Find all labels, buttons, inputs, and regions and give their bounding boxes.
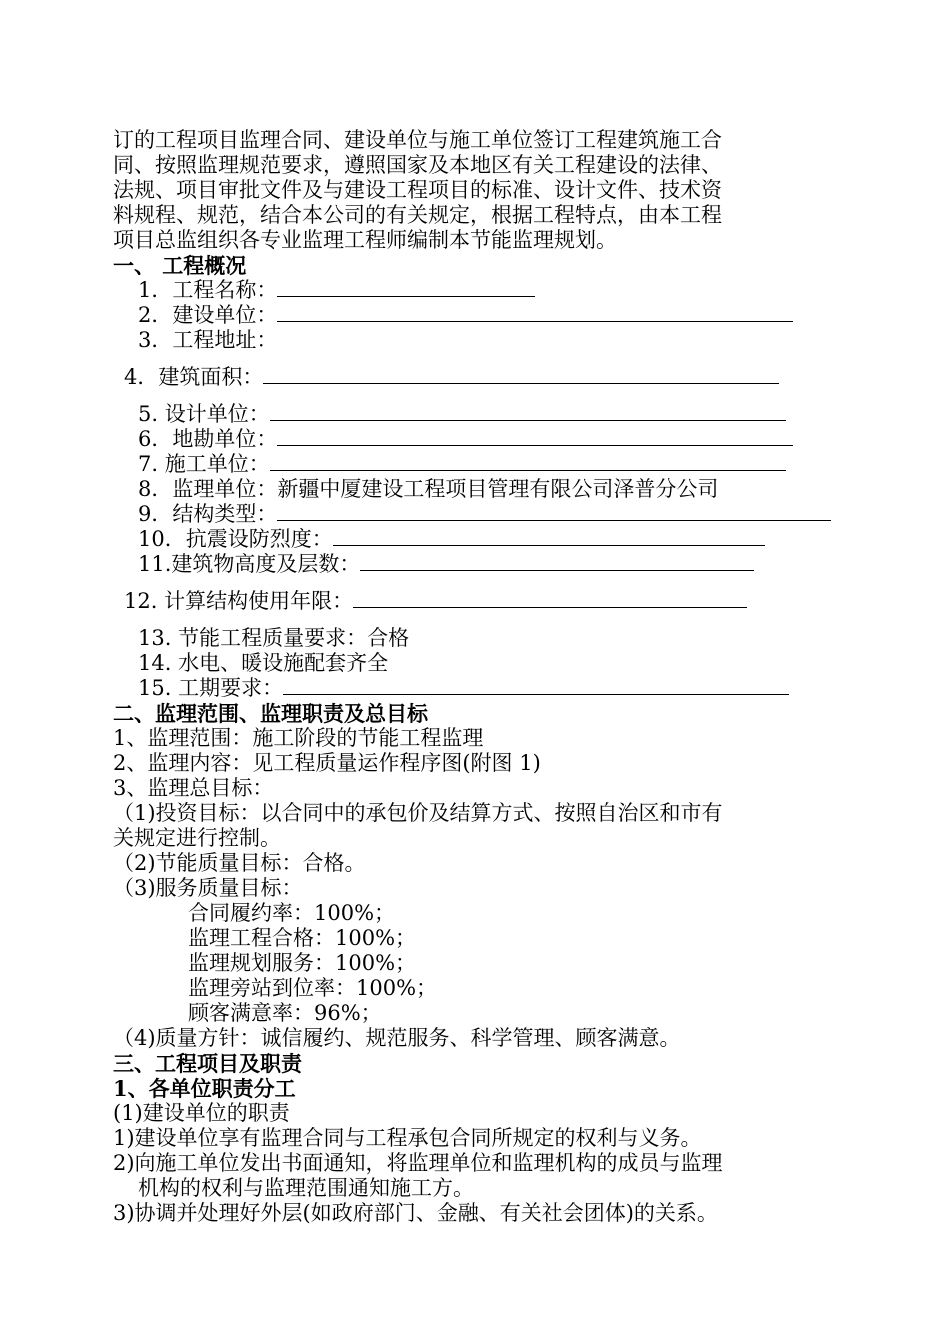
field-project-address [138,328,277,353]
list-item: 机构的权利与监理范围通知施工方。 [138,1176,474,1200]
list-item: 2)向施工单位发出书面通知，将监理单位和监理机构的成员与监理 [113,1151,723,1175]
list-item: 监理规划服务：100%； [188,951,417,975]
field-label: 13. 节能工程质量要求：合格 [138,626,410,650]
field-label: 6．地勘单位： [138,427,278,451]
blank-line [277,303,793,322]
field-label: 12. 计算结构使用年限： [124,589,354,613]
field-label: 15. 工期要求： [138,676,284,700]
list-item: 3、监理总目标： [113,776,274,800]
field-building-height [138,552,754,577]
field-label: 9．结构类型： [138,502,278,526]
field-label: 7. 施工单位： [138,452,270,476]
list-item: 1、监理范围：施工阶段的节能工程监理 [113,726,484,750]
intro-line: 法规、项目审批文件及与建设工程项目的标准、设计文件、技术资 [113,178,722,202]
field-label: 2．建设单位： [138,303,278,327]
blank-line [277,427,793,446]
field-survey-unit [138,427,793,452]
field-construction-unit [138,303,793,328]
blank-line [353,589,747,608]
blank-line [360,552,754,571]
field-schedule [138,676,789,701]
field-quality-requirement [138,626,409,651]
field-utilities [138,651,388,676]
list-item: （2)节能质量目标：合格。 [113,851,366,875]
list-item: 监理旁站到位率：100%； [188,976,438,1000]
field-building-area [124,365,779,390]
list-item: 监理工程合格：100%； [188,926,417,950]
field-label: 8．监理单位： [138,477,278,501]
list-item: （1)投资目标：以合同中的承包价及结算方式、按照自治区和市有 [113,801,723,825]
field-service-life [124,589,747,614]
field-label: 4．建筑面积： [124,365,264,389]
field-supervision-unit [138,477,718,502]
blank-line [283,676,789,695]
field-label: 1．工程名称： [138,278,278,302]
list-item: 3)协调并处理好外层(如政府部门、金融、有关社会团体)的关系。 [113,1201,718,1225]
field-project-name [138,278,535,303]
intro-line: 同、按照监理规范要求，遵照国家及本地区有关工程建设的法律、 [113,153,722,177]
intro-paragraph [113,128,843,253]
list-item: (1)建设单位的职责 [113,1101,290,1125]
list-item: 2、监理内容：见工程质量运作程序图(附图 1) [113,751,541,775]
field-label: 5. 设计单位： [138,402,270,426]
section-heading-responsibilities: 三、工程项目及职责 [113,1051,302,1076]
list-item: （3)服务质量目标： [113,876,303,900]
intro-line: 项目总监组织各专业监理工程师编制本节能监理规划。 [113,228,617,252]
field-value: 新疆中厦建设工程项目管理有限公司泽普分公司 [277,477,719,501]
field-seismic-intensity [138,527,765,552]
list-item: （4)质量方针：诚信履约、规范服务、科学管理、顾客满意。 [113,1026,681,1050]
blank-line [270,452,786,471]
field-contractor [138,452,786,477]
field-label: 10．抗震设防烈度： [138,527,333,551]
field-label: 3．工程地址： [138,328,278,352]
blank-line [263,365,779,384]
list-item: 顾客满意率：96%； [188,1001,382,1025]
blank-line [333,527,765,546]
intro-line: 订的工程项目监理合同、建设单位与施工单位签订工程建筑施工合 [113,128,722,152]
field-design-unit [138,402,786,427]
field-label: 11.建筑物高度及层数： [138,552,361,576]
subheading-division-of-duties: 1、各单位职责分工 [113,1076,296,1101]
list-item: 1)建设单位享有监理合同与工程承包合同所规定的权利与义务。 [113,1126,702,1150]
field-label: 14. 水电、暖设施配套齐全 [138,651,389,675]
blank-line [277,278,535,297]
list-item: 关规定进行控制。 [113,826,281,850]
blank-line [277,502,831,521]
blank-line [270,402,786,421]
section-heading-project-overview: 一、 工程概况 [113,253,247,278]
field-structure-type [138,502,831,527]
section-heading-supervision-scope: 二、监理范围、监理职责及总目标 [113,701,428,726]
list-item: 合同履约率：100%； [188,901,396,925]
intro-line: 料规程、规范，结合本公司的有关规定，根据工程特点，由本工程 [113,203,722,227]
